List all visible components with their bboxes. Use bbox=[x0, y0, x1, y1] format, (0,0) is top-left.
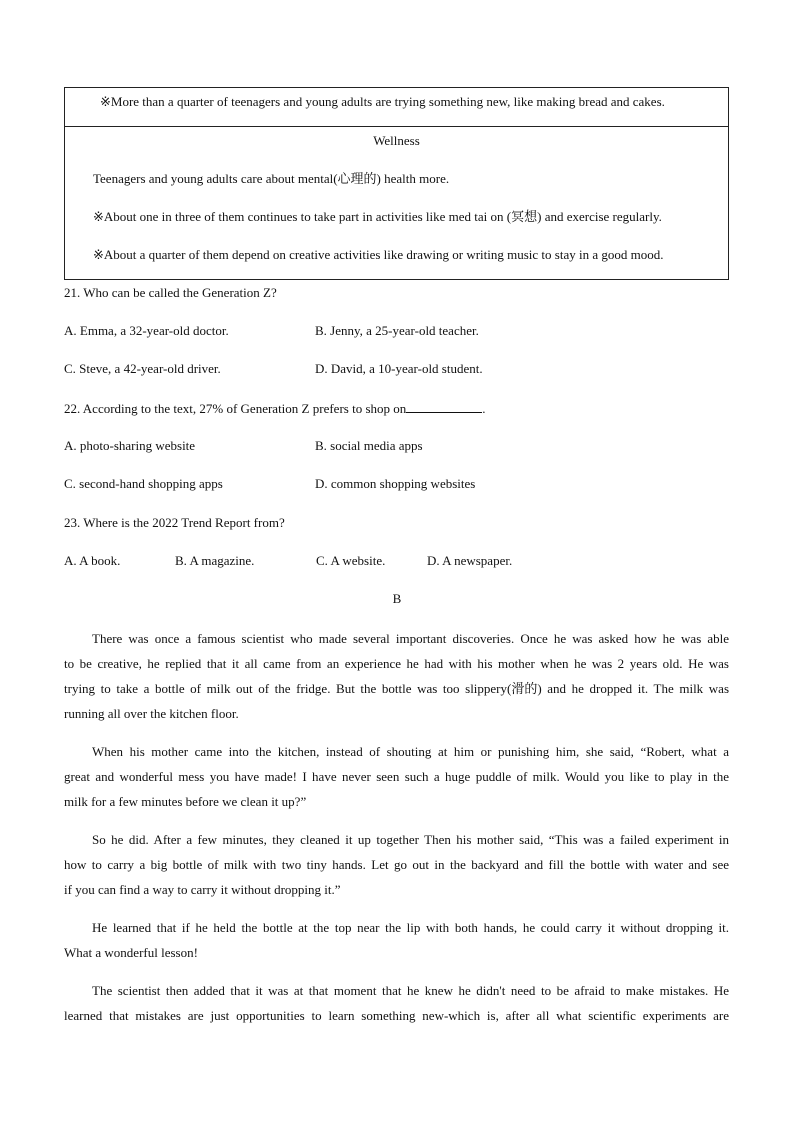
q23-option-c: C. A website. bbox=[316, 553, 386, 568]
passage-line: There was once a famous scientist who made several important discoveries. Once he was asked how he was able bbox=[92, 631, 729, 646]
answer-blank bbox=[406, 400, 482, 413]
q21-option-c: C. Steve, a 42-year-old driver. bbox=[64, 361, 221, 376]
passage-paragraph-4 bbox=[64, 915, 729, 965]
passage-paragraph-1 bbox=[64, 626, 729, 726]
table-header-wellness: Wellness bbox=[373, 133, 420, 148]
q22-question bbox=[64, 400, 486, 417]
q23-option-b: B. A magazine. bbox=[175, 553, 255, 568]
passage-line: The scientist then added that it was at that moment that he knew he didn't need to be afraid to make mistakes. He bbox=[92, 983, 729, 998]
passage-line: milk for a few minutes before we clean it up?” bbox=[64, 794, 307, 809]
q23-option-a: A. A book. bbox=[64, 553, 121, 568]
table-line-1: Teenagers and young adults care about mental(心理的) health more. bbox=[93, 171, 450, 186]
passage-line: When his mother came into the kitchen, instead of shouting at him or punishing him, she said, “Robert, what a bbox=[92, 744, 729, 759]
section-b-heading: B bbox=[392, 591, 402, 606]
passage-line: to be creative, he replied that it all came from an experience he had with his mother when he was 2 years old. He was bbox=[64, 656, 729, 671]
passage-paragraph-5 bbox=[64, 978, 729, 1028]
q21-question: 21. Who can be called the Generation Z? bbox=[64, 285, 277, 300]
q23-question: 23. Where is the 2022 Trend Report from? bbox=[64, 515, 285, 530]
q22-option-b: B. social media apps bbox=[315, 438, 423, 453]
table-line-2: ※About one in three of them continues to take part in activities like med tai on (冥想) and exercise regularly. bbox=[93, 209, 662, 224]
passage-line: running all over the kitchen floor. bbox=[64, 706, 239, 721]
table-row-trying-new bbox=[65, 88, 728, 127]
q22-option-c: C. second-hand shopping apps bbox=[64, 476, 223, 491]
q21-option-d: D. David, a 10-year-old student. bbox=[315, 361, 483, 376]
passage-line: trying to take a bottle of milk out of the fridge. But the bottle was too slippery(滑的) and he dropped it. The milk was bbox=[64, 681, 729, 696]
wellness-table bbox=[64, 87, 729, 280]
passage-line: What a wonderful lesson! bbox=[64, 945, 198, 960]
passage-line: how to carry a big bottle of milk with two tiny hands. Let go out in the backyard and fill the bottle with water and see bbox=[64, 857, 729, 872]
passage-paragraph-2 bbox=[64, 739, 729, 814]
passage-line: great and wonderful mess you have made! I have never seen such a huge puddle of milk. Would you like to play in the bbox=[64, 769, 729, 784]
q22-option-a: A. photo-sharing website bbox=[64, 438, 196, 453]
passage-line: So he did. After a few minutes, they cleaned it up together Then his mother said, “This was a failed experiment in bbox=[92, 832, 729, 847]
q22-question-end: . bbox=[482, 401, 486, 416]
passage-paragraph-3 bbox=[64, 827, 729, 902]
table-row1-text: ※More than a quarter of teenagers and young adults are trying something new, like making bread and cakes. bbox=[100, 94, 665, 109]
passage-line: He learned that if he held the bottle at the top near the lip with both hands, he could carry it without dropping it. bbox=[92, 920, 729, 935]
passage-line: learned that mistakes are just opportunities to learn something new-which is, after all what scientific experiments are bbox=[64, 1008, 729, 1023]
q21-option-a: A. Emma, a 32-year-old doctor. bbox=[64, 323, 229, 338]
passage-line: if you can find a way to carry it without dropping it.” bbox=[64, 882, 341, 897]
q22-question-text: 22. According to the text, 27% of Generation Z prefers to shop on bbox=[64, 401, 407, 416]
q21-option-b: B. Jenny, a 25-year-old teacher. bbox=[315, 323, 479, 338]
q23-option-d: D. A newspaper. bbox=[427, 553, 513, 568]
table-line-3: ※About a quarter of them depend on creative activities like drawing or writing music to stay in a good mood. bbox=[93, 247, 664, 262]
q22-option-d: D. common shopping websites bbox=[315, 476, 476, 491]
